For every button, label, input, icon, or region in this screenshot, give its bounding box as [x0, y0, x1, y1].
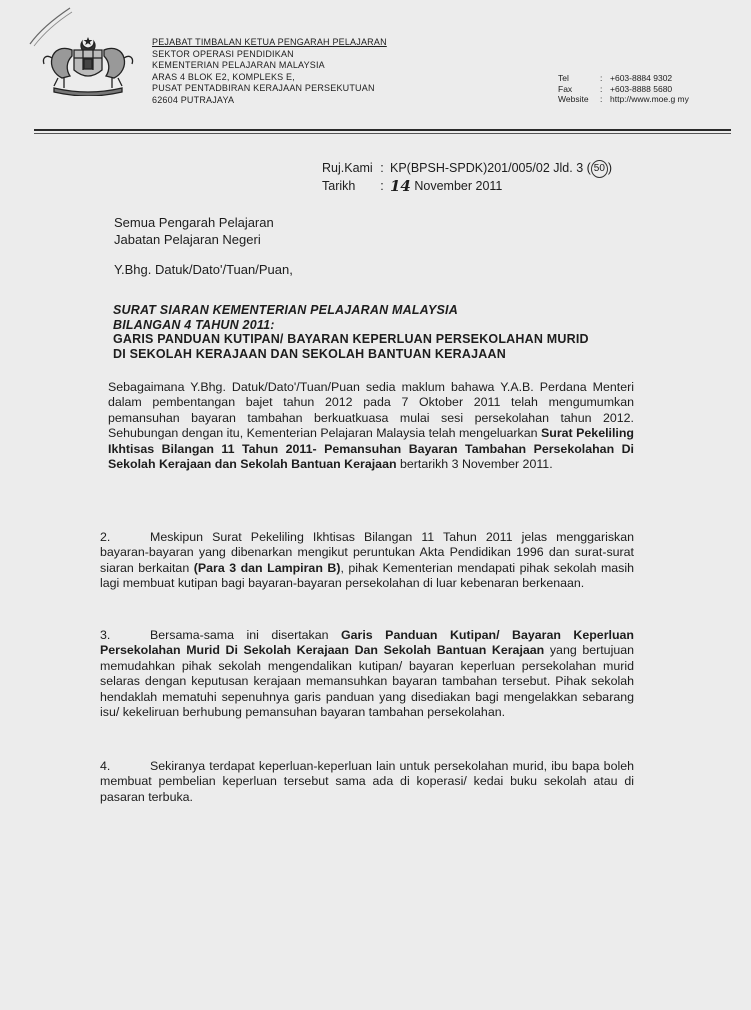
subject-heading	[113, 303, 589, 361]
reference-label: Ruj.Kami	[322, 161, 373, 175]
paragraph-text: bertarikh 3 November 2011.	[396, 457, 553, 472]
date-label: Tarikh	[322, 179, 356, 193]
separator: :	[380, 179, 384, 193]
paragraph-number: 2.	[100, 530, 111, 544]
national-crest-icon	[36, 36, 142, 96]
office-line: PUSAT PENTADBIRAN KERAJAAN PERSEKUTUAN	[152, 83, 375, 94]
paragraph-text: , pihak Kementerian mendapati pihak sekolah masih lagi membuat kutipan bagi bayaran-bayaran persekolahan di luar kebenaran berkenaan.	[100, 560, 635, 591]
date-day-handwritten: 14	[390, 177, 411, 195]
contact-details	[558, 73, 689, 105]
fax-row	[558, 84, 689, 95]
office-line: SEKTOR OPERASI PENDIDIKAN	[152, 48, 294, 59]
office-line: PEJABAT TIMBALAN KETUA PENGARAH PELAJARAN	[152, 37, 387, 47]
paragraph-number: 3.	[100, 628, 111, 642]
paragraph-number: 4.	[100, 759, 111, 773]
tel-label: Tel	[558, 73, 569, 83]
subject-line: BILANGAN 4 TAHUN 2011:	[113, 317, 275, 332]
office-line: KEMENTERIAN PELAJARAN MALAYSIA	[152, 60, 325, 71]
fax-label: Fax	[558, 83, 573, 94]
website-value: http://www.moe.g my	[610, 94, 689, 105]
paragraph-text: Sekiranya terdapat keperluan-keperluan lain untuk persekolahan murid, ibu bapa boleh membuat pembelian keperluan tersebut sama ada di koperasi/ kedai buku sekolah atau di pasaran terbuka.	[100, 759, 634, 804]
letterhead-divider	[34, 129, 731, 131]
office-address	[152, 37, 387, 107]
tel-row	[558, 73, 689, 84]
separator: :	[380, 161, 384, 175]
recipient-line: Semua Pengarah Pelajaran	[114, 215, 274, 230]
paragraph-1	[108, 380, 634, 472]
guideline-title-bold: Garis Panduan Kutipan/ Bayaran Keperluan Persekolahan Murid Di Sekolah Kerajaan Dan Sekolah Bantuan Kerajaan	[100, 628, 634, 658]
subject-line: DI SEKOLAH KERAJAAN DAN SEKOLAH BANTUAN KERAJAAN	[113, 346, 506, 361]
website-row	[558, 94, 689, 105]
separator: :	[600, 94, 603, 105]
reference-block	[322, 160, 612, 194]
paragraph-text: yang bertujuan memudahkan pihak sekolah mengendalikan kutipan/ bayaran keperluan persekolahan murid selaras dengan keputusan kerajaan memansuhkan bayaran tambahan tersebut. Pihak sekolah hendaklah mematuhi sepenuhnya garis panduan yang disediakan bagi mengelakkan sebarang isu/ kekeliruan berhubung pemansuhan bayaran tambahan persekolahan.	[100, 643, 634, 720]
fax-value: +603-8888 5680	[610, 83, 673, 94]
letterhead-divider-thin	[34, 133, 731, 134]
separator: :	[600, 83, 603, 94]
reference-row: Ruj.Kami : KP(BPSH-SPDK)201/005/02 Jld. 3 ( 50 )	[322, 160, 612, 178]
subject-line: GARIS PANDUAN KUTIPAN/ BAYARAN KEPERLUAN PERSEKOLAHAN MURID	[113, 332, 589, 347]
date-month-year: November 2011	[414, 179, 503, 193]
date-row	[322, 178, 612, 194]
paragraph-text: Bersama-sama ini disertakan	[150, 628, 342, 642]
reference-value: KP(BPSH-SPDK)201/005/02 Jld. 3	[390, 161, 584, 175]
paragraph-3	[100, 628, 634, 720]
office-line: ARAS 4 BLOK E2, KOMPLEKS E,	[152, 71, 295, 82]
recipient	[114, 214, 274, 248]
paragraph-text: Meskipun Surat Pekeliling Ikhtisas Bilangan 11 Tahun 2011 jelas menggariskan bayaran-bayaran yang dibenarkan mengikut peruntukan Akta Pendidikan 1996 dan surat-surat siaran berkaitan	[100, 530, 634, 575]
paragraph-4	[100, 759, 634, 805]
office-line: 62604 PUTRAJAYA	[152, 94, 235, 105]
reference-bold: (Para 3 dan Lampiran B)	[193, 560, 341, 575]
separator: :	[600, 73, 603, 83]
paragraph-text: Sebagaimana Y.Bhg. Datuk/Dato'/Tuan/Puan sedia maklum bahawa Y.A.B. Perdana Menteri dalam pembentangan bajet tahun 2012 pada 7 Oktober 2011 telah mengumumkan pemansuhan bayaran tambahan berkuatkuasa mulai sesi persekolahan tahun 2012. Sehubungan dengan itu, Kementerian Pelajaran Malaysia telah mengeluarkan	[108, 380, 634, 441]
circular-title-bold: Surat Pekeliling Ikhtisas Bilangan 11 Tahun 2011- Pemansuhan Bayaran Tambahan Persekolahan Di Sekolah Kerajaan dan Sekolah Bantuan Kerajaan	[108, 426, 634, 472]
subject-line: SURAT SIARAN KEMENTERIAN PELAJARAN MALAYSIA	[113, 303, 458, 317]
paragraph-2	[100, 530, 634, 592]
reference-number-circled: 50	[591, 160, 608, 178]
website-label: Website	[558, 94, 589, 105]
recipient-line: Jabatan Pelajaran Negeri	[114, 232, 261, 247]
salutation: Y.Bhg. Datuk/Dato'/Tuan/Puan,	[114, 262, 293, 277]
tel-value: +603-8884 9302	[610, 73, 673, 83]
